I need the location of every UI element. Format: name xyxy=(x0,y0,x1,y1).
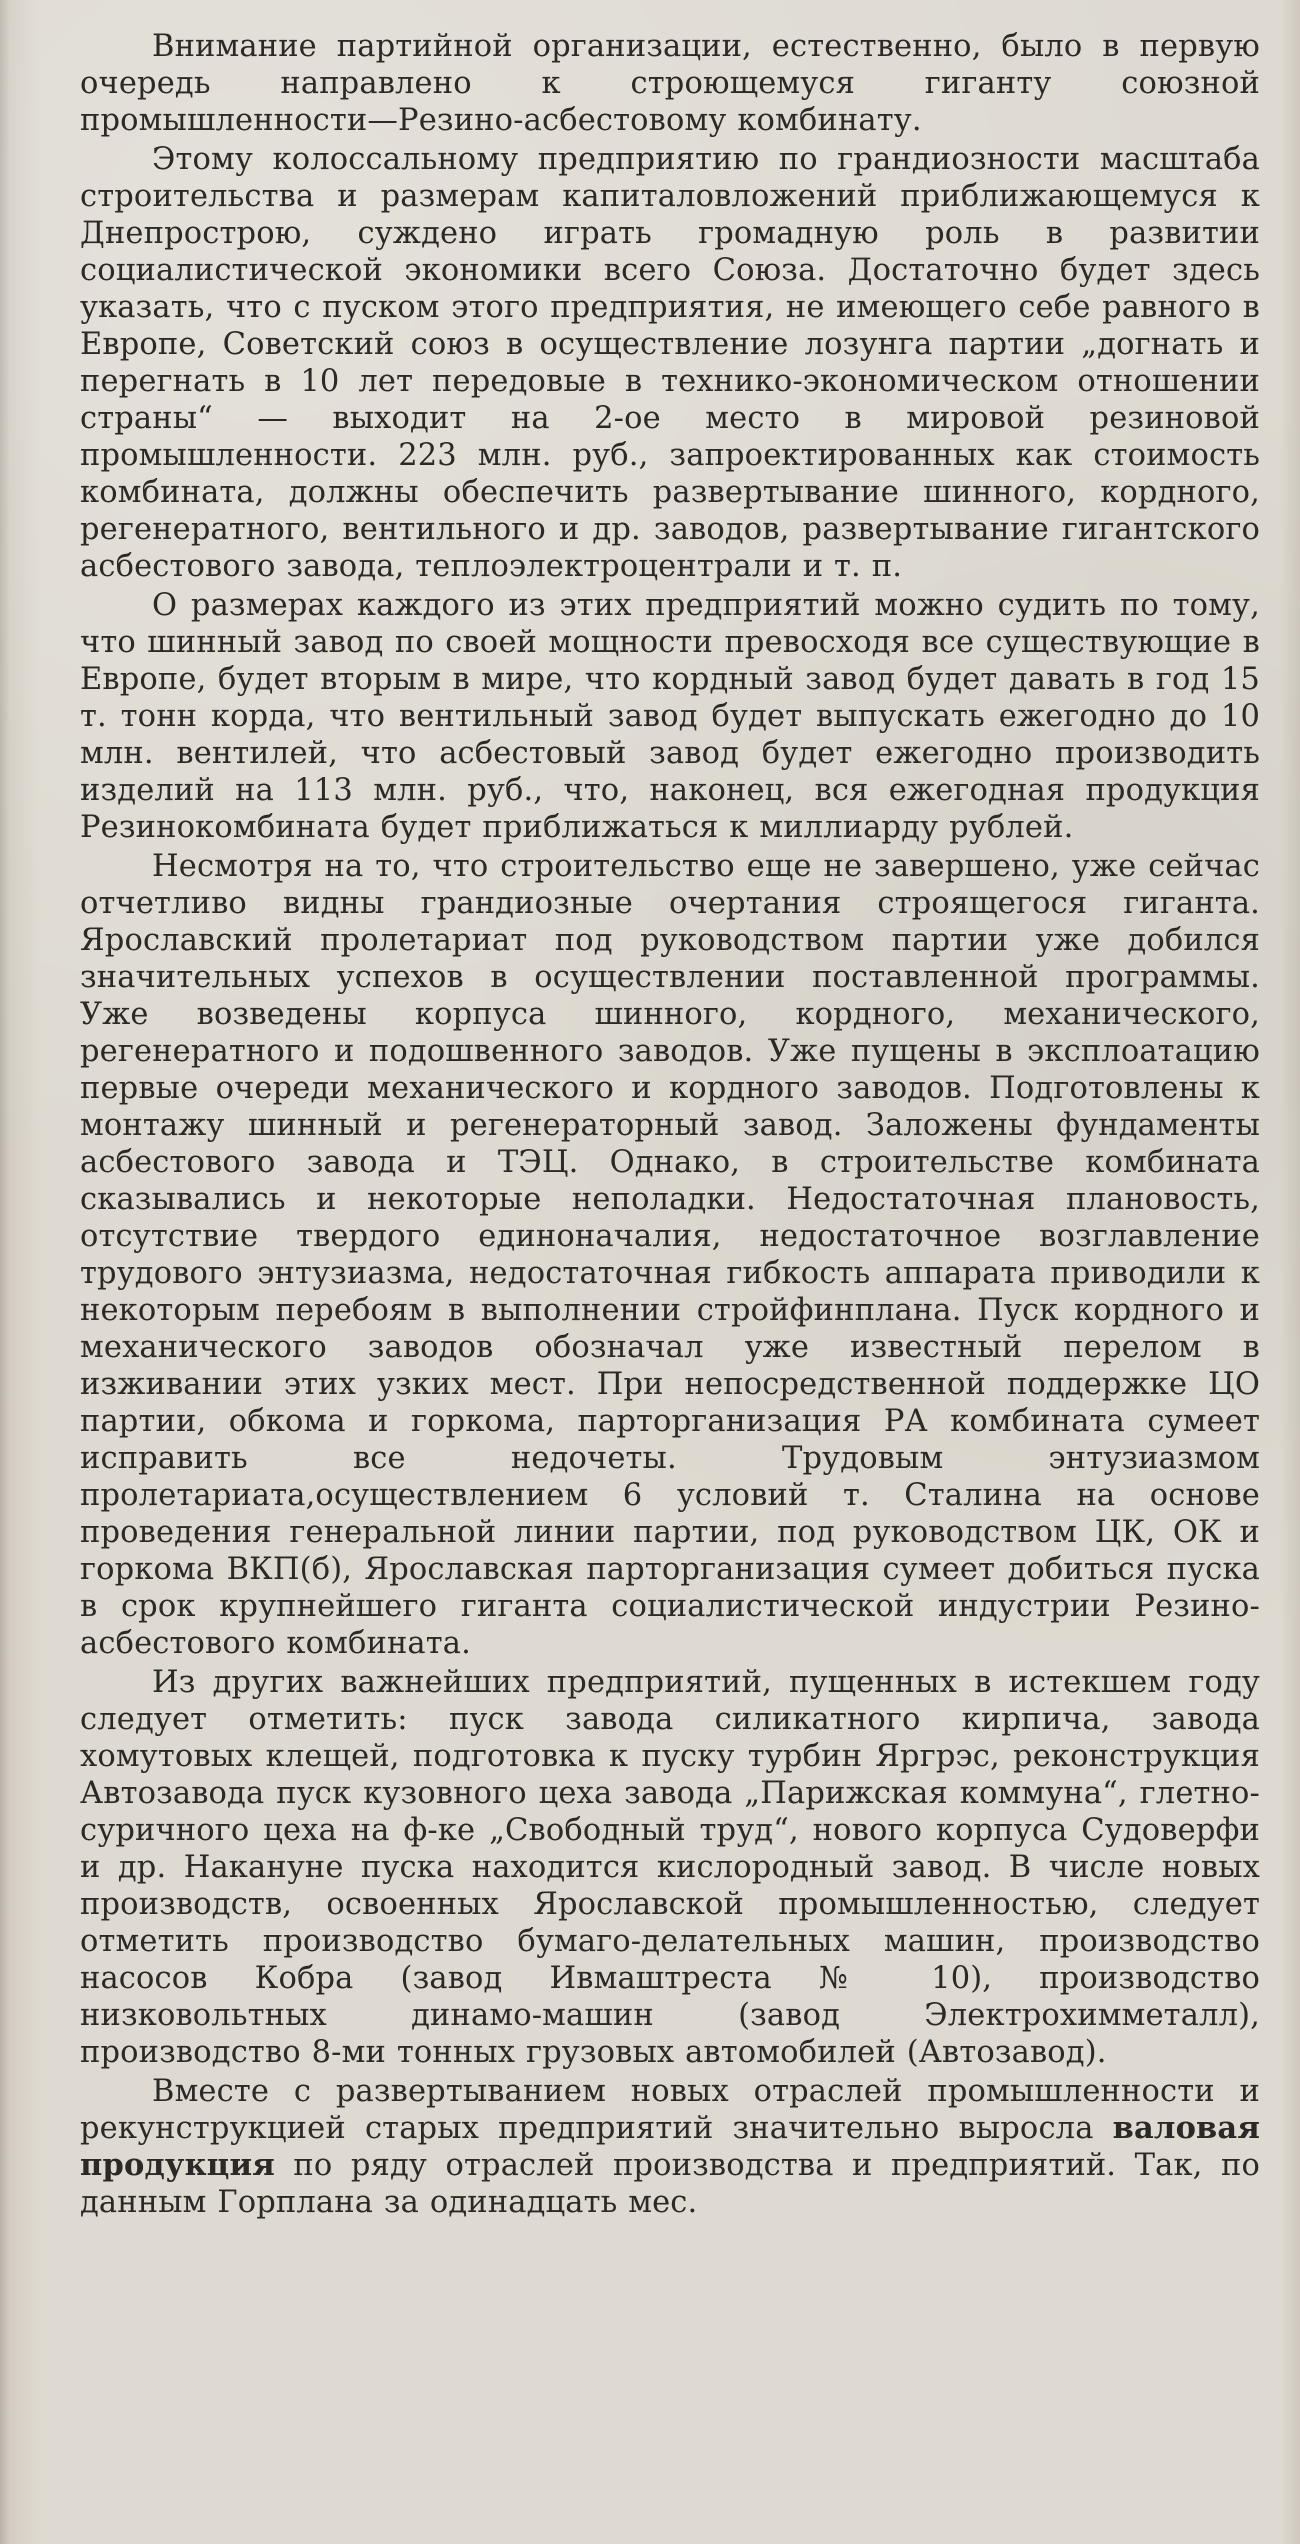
paragraph-6 xyxy=(80,2073,1260,2221)
paragraph-5: Из других важнейших предприятий, пущенных в истекшем году следует отметить: пуск завода силикатного кирпича, завода хомутовых клещей, подготовка к пуску турбин Яргрэс, реконструкция Автозавода пуск кузовного цеха завода „Парижская коммуна“, глетно-суричного цеха на ф-ке „Свободный труд“, нового корпуса Судоверфи и др. Накануне пуска находится кислородный завод. В числе новых производств, освоенных Ярославской промышленностью, следует отметить производство бумаго-делательных машин, производство насосов Кобра (завод Ивмаштреста № 10), производство низковольтных динамо-машин (завод Электрохимметалл), производство 8-ми тонных грузовых автомобилей (Автозавод). xyxy=(80,1665,1260,2070)
paragraph-6-end: по ряду отраслей производства и предприятий. Так, по данным Горплана за одинадцать мес. xyxy=(80,2148,1260,2220)
paragraph-6-start: Вместе с развертыванием новых отраслей промышленности и рекунструкцией старых предприятий значительно выросла xyxy=(80,2074,1260,2146)
paragraph-1: Внимание партийной организации, естественно, было в первую очередь направлено к строющемуся гиганту союзной промышленности—Резино-асбестовому комбинату. xyxy=(80,29,1260,138)
paragraph-3: О размерах каждого из этих предприятий можно судить по тому, что шинный завод по своей мощности превосходя все существующие в Европе, будет вторым в мире, что кордный завод будет давать в год 15 т. тонн корда, что вентильный завод будет выпускать ежегодно до 10 млн. вентилей, что асбестовый завод будет ежегодно производить изделий на 113 млн. руб., что, наконец, вся ежегодная продукция Резинокомбината будет приближаться к миллиарду рублей. xyxy=(80,588,1260,845)
paragraph-2: Этому колоссальному предприятию по грандиозности масштаба строительства и размерам капиталовложений приближающемуся к Днепрострою, суждено играть громадную роль в развитии социалистической экономики всего Союза. Достаточно будет здесь указать, что с пуском этого предприятия, не имеющего себе равного в Европе, Советский союз в осуществление лозунга партии „догнать и перегнать в 10 лет передовые в технико-экономическом отношении страны“ — выходит на 2-ое место в мировой резиновой промышленности. 223 млн. руб., запроектированных как стоимость комбината, должны обеспечить развертывание шинного, кордного, регенератного, вентильного и др. заводов, развертывание гигантского асбестового завода, теплоэлектроцентрали и т. п. xyxy=(80,142,1260,584)
article-text xyxy=(80,28,1260,2221)
paragraph-4: Несмотря на то, что строительство еще не завершено, уже сейчас отчетливо видны грандиозные очертания строящегося гиганта. Ярославский пролетариат под руководством партии уже добился значительных успехов в осуществлении поставленной программы. Уже возведены корпуса шинного, кордного, механического, регенератного и подошвенного заводов. Уже пущены в эксплоатацию первые очереди механического и кордного заводов. Подготовлены к монтажу шинный и регенераторный завод. Заложены фундаменты асбестового завода и ТЭЦ. Однако, в строительстве комбината сказывались и некоторые неполадки. Недостаточная плановость, отсутствие твердого единоначалия, недостаточное возглавление трудового энтузиазма, недостаточная гибкость аппарата приводили к некоторым перебоям в выполнении стройфинплана. Пуск кордного и механического заводов обозначал уже известный перелом в изживании этих узких мест. При непосредственной поддержке ЦО партии, обкома и горкома, парторганизация РА комбината сумеет исправить все недочеты. Трудовым энтузиазмом пролетариата,осуществлением 6 условий т. Сталина на основе проведения генеральной линии партии, под руководством ЦК, ОК и горкома ВКП(б), Ярославская парторганизация сумеет добиться пуска в срок крупнейшего гиганта социалистической индустрии Резино-асбестового комбината. xyxy=(80,849,1260,1661)
gross-output-emphasis: валовая продукция xyxy=(80,2110,1260,2183)
